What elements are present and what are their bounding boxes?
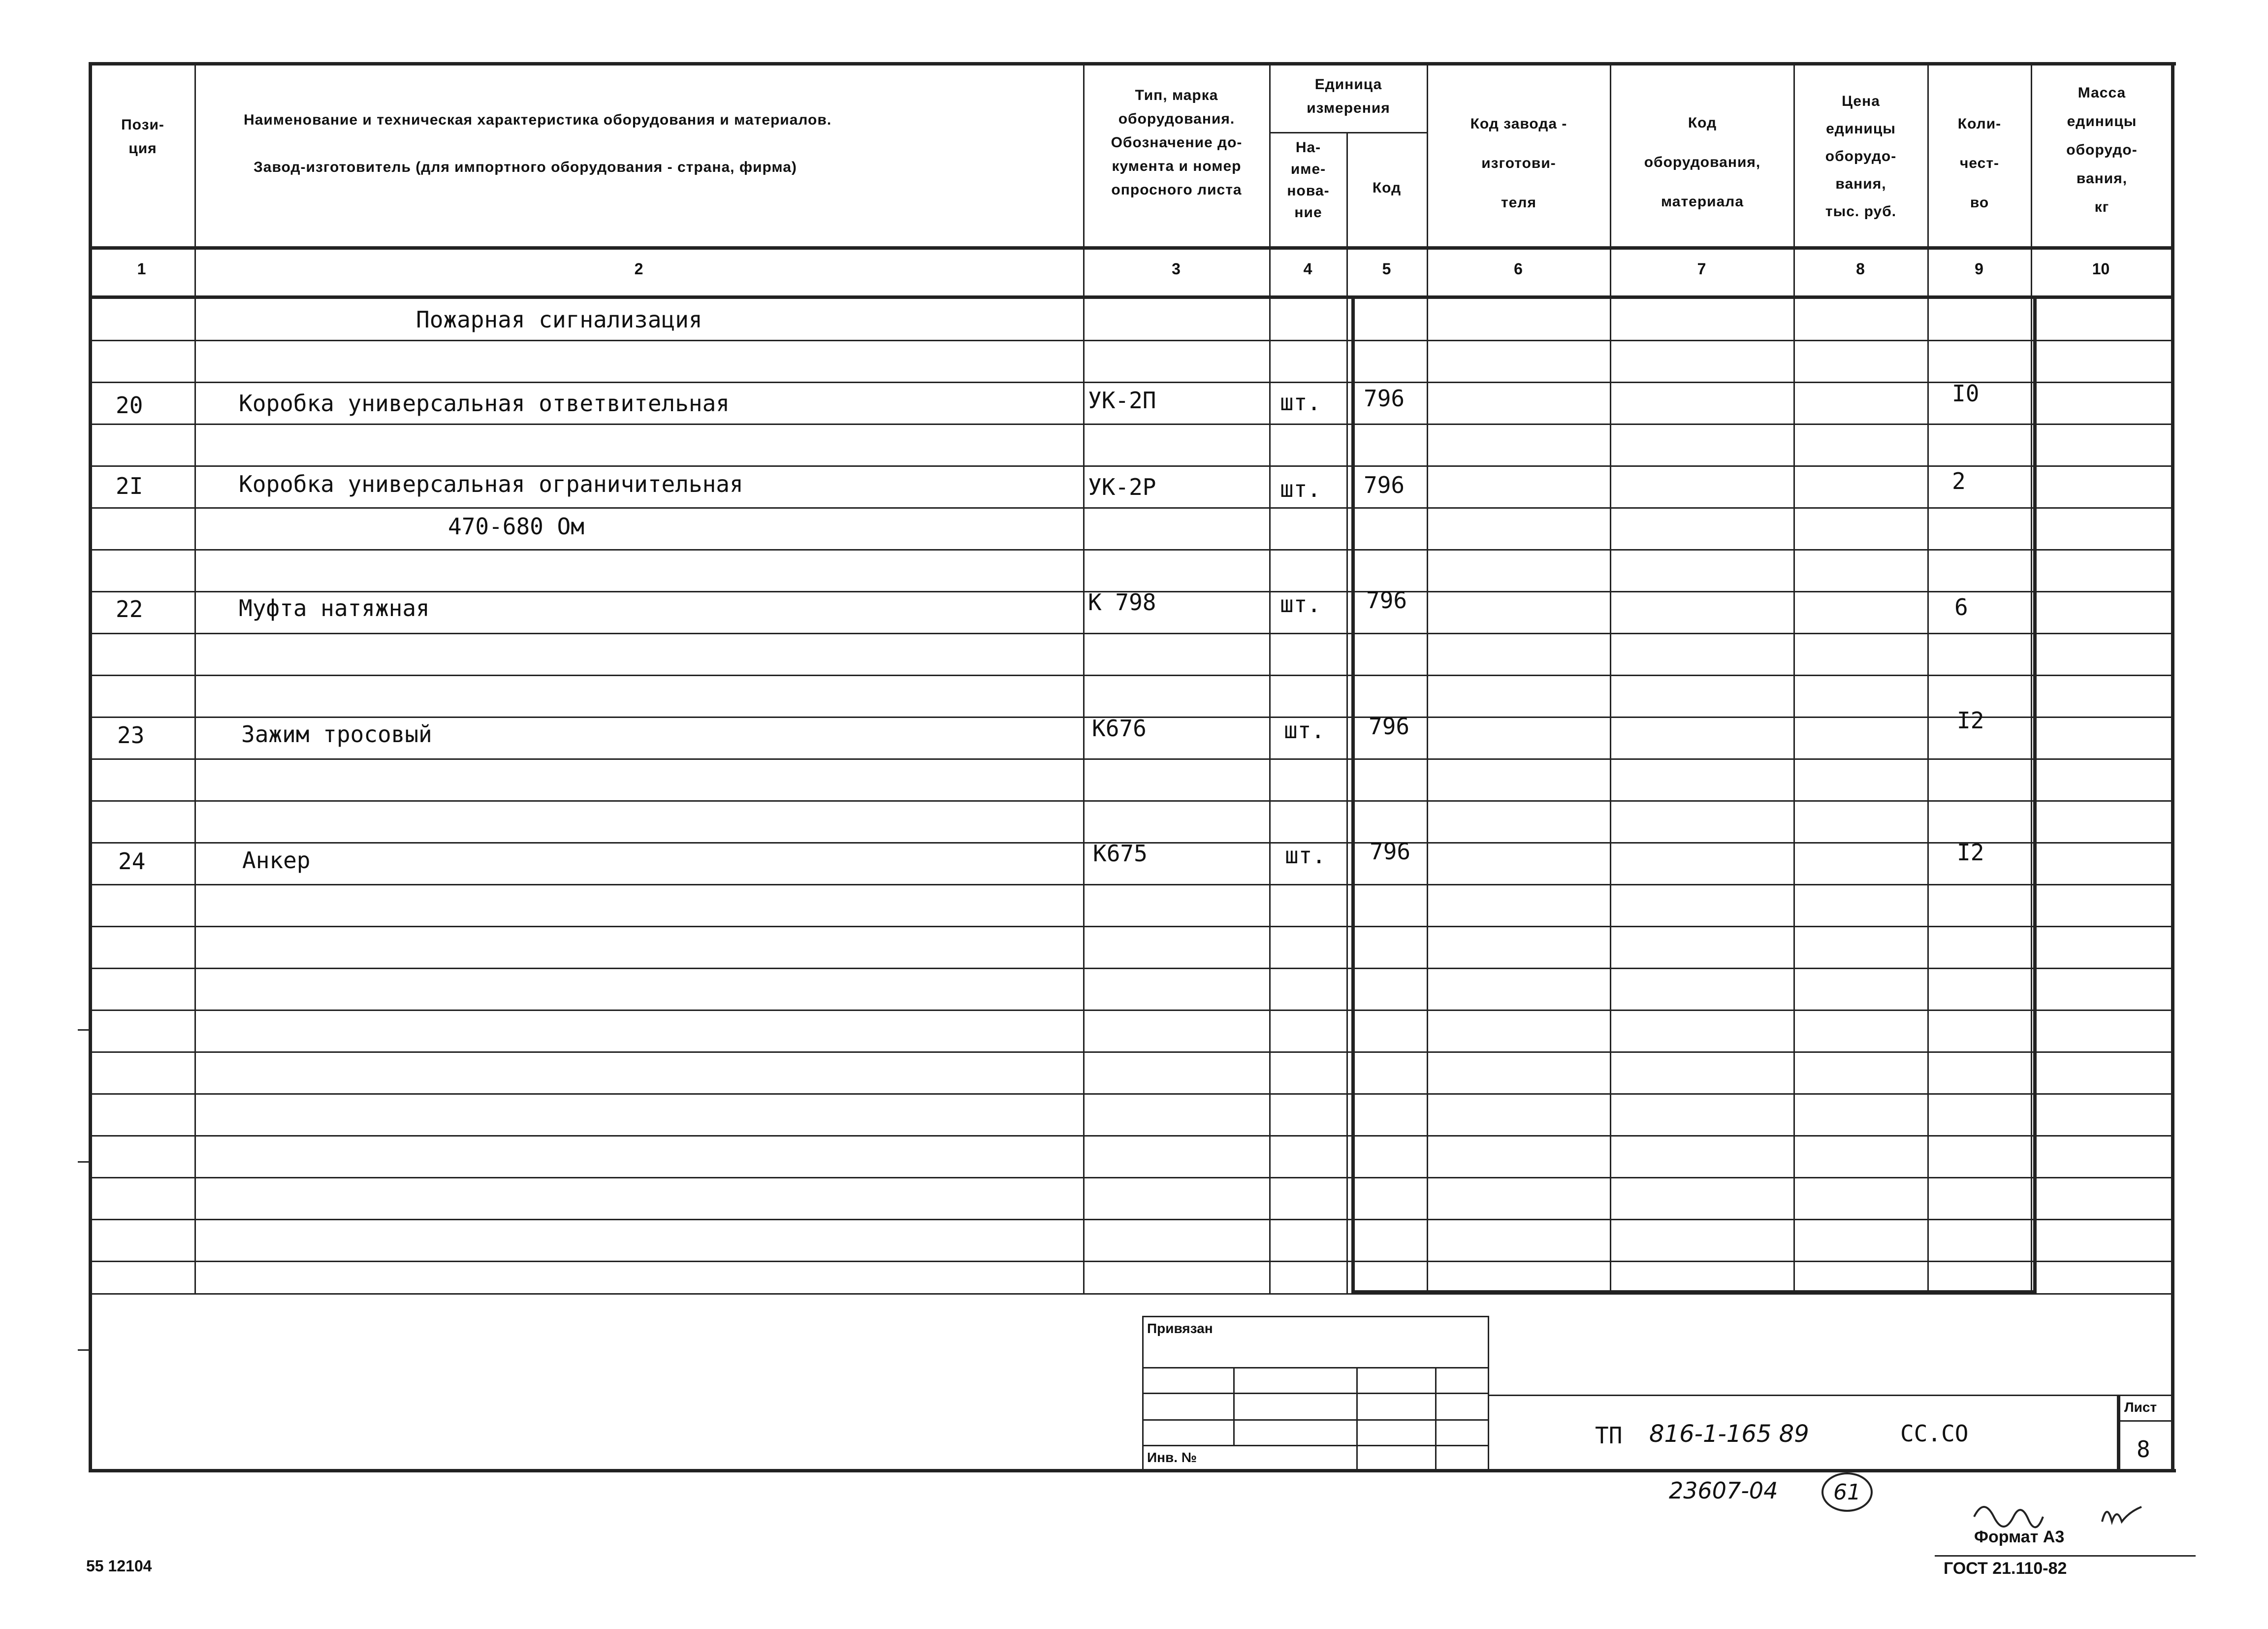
row-21-code: 796: [1364, 472, 1405, 498]
doc-suffix: СС.СО: [1900, 1420, 1969, 1447]
col-number-9: 9: [1975, 260, 1983, 278]
circled-number: [1821, 1472, 1873, 1512]
col-number-4: 4: [1303, 260, 1312, 278]
row-24-type: К675: [1093, 840, 1148, 867]
row-23-name: Зажим тросовый: [241, 721, 432, 748]
print-code: 55 12104: [86, 1557, 152, 1575]
row-rule: [89, 968, 2174, 969]
row-rule: [89, 1261, 2174, 1262]
row-20-type: УК-2П: [1088, 387, 1156, 414]
row-20-code: 796: [1364, 385, 1405, 412]
col-number-1: 1: [137, 260, 146, 278]
row-rule: [89, 1093, 2174, 1095]
col-number-5: 5: [1382, 260, 1391, 278]
row-20-name: Коробка универсальная ответвительная: [239, 390, 730, 417]
row-22-position: 22: [116, 596, 143, 622]
row-rule: [89, 1219, 2174, 1220]
col-number-7: 7: [1697, 260, 1706, 278]
row-21-type: УК-2Р: [1088, 474, 1156, 500]
row-rule: [89, 465, 2174, 467]
row-20-qty: I0: [1952, 380, 1980, 407]
row-23-qty: I2: [1957, 707, 1984, 734]
circled-number-text: 61: [1833, 1479, 1861, 1505]
header-quantity: Коли- чест- во: [1957, 116, 2002, 211]
row-22-code: 796: [1366, 587, 1407, 614]
row-rule: [89, 1051, 2174, 1053]
header-unit-group: Единица измерения: [1307, 76, 1390, 116]
row-rule: [89, 1177, 2174, 1178]
doc-prefix: ТП: [1595, 1422, 1623, 1449]
row-21-position: 2I: [116, 473, 143, 499]
row-21-unit: шт.: [1280, 476, 1321, 502]
header-name-line1: Наименование и техническая характеристика оборудования и материалов.: [244, 112, 832, 128]
row-rule: [89, 549, 2174, 551]
row-rule: [89, 1010, 2174, 1011]
header-unit-code: Код: [1372, 180, 1402, 196]
row-24-unit: шт.: [1285, 842, 1326, 869]
header-type: Тип, марка оборудования. Обозначение до- кумента и номер опросного листа: [1111, 87, 1243, 198]
row-rule: [89, 633, 2174, 634]
header-mass: Масса единицы оборудо- вания, кг: [2066, 85, 2138, 215]
row-rule: [89, 926, 2174, 927]
row-rule: [89, 1135, 2174, 1137]
header-position: Пози- ция: [121, 117, 164, 157]
stamp-privyazan-label: Привязан: [1147, 1321, 1213, 1336]
row-rule: [89, 424, 2174, 425]
row-rule: [89, 507, 2174, 509]
row-21-name: Коробка универсальная ограничительная: [239, 471, 743, 497]
col-number-3: 3: [1172, 260, 1181, 278]
col-number-8: 8: [1856, 260, 1865, 278]
row-rule: [89, 884, 2174, 885]
format-label: Формат А3: [1974, 1528, 2065, 1546]
stamp-inv-label: Инв. №: [1147, 1450, 1197, 1465]
row-rule: [89, 758, 2174, 760]
header-equipment-code: Код оборудования, материала: [1644, 115, 1761, 210]
sheet-number: 8: [2137, 1436, 2150, 1463]
header-unit-name: На- име- нова- ние: [1287, 139, 1330, 221]
row-24-name: Анкер: [242, 847, 311, 874]
header-name-line2: Завод-изготовитель (для импортного оборудования - страна, фирма): [254, 159, 797, 175]
row-rule: [89, 382, 2174, 383]
inventory-handwritten: 23607-04: [1669, 1477, 1778, 1504]
row-rule: [89, 675, 2174, 676]
row-22-qty: 6: [1954, 594, 1968, 620]
row-23-position: 23: [117, 722, 145, 749]
row-22-name: Муфта натяжная: [239, 595, 430, 621]
gost-label: ГОСТ 21.110-82: [1944, 1559, 2067, 1578]
row-23-unit: шт.: [1284, 717, 1325, 744]
row-21-name-line2: 470-680 Ом: [448, 513, 584, 540]
row-23-type: К676: [1092, 715, 1147, 742]
sheet-label: Лист: [2124, 1400, 2157, 1415]
row-22-unit: шт.: [1280, 591, 1321, 618]
row-24-position: 24: [118, 848, 146, 875]
row-20-position: 20: [116, 392, 143, 419]
row-24-qty: I2: [1957, 839, 1984, 866]
header-price: Цена единицы оборудо- вания, тыс. руб.: [1825, 93, 1897, 220]
row-rule: [89, 800, 2174, 802]
row-23-code: 796: [1369, 713, 1410, 740]
col-number-10: 10: [2092, 260, 2110, 278]
section-title: Пожарная сигнализация: [416, 306, 703, 333]
col-number-6: 6: [1514, 260, 1523, 278]
col-number-2: 2: [634, 260, 643, 278]
header-factory-code: Код завода - изготови- теля: [1470, 116, 1567, 211]
doc-number: 816-1-165 89: [1649, 1420, 1809, 1448]
row-20-unit: шт.: [1280, 389, 1321, 416]
row-22-type: К 798: [1088, 589, 1156, 616]
row-rule: [89, 340, 2174, 341]
row-21-qty: 2: [1952, 468, 1966, 494]
row-24-code: 796: [1370, 838, 1411, 865]
